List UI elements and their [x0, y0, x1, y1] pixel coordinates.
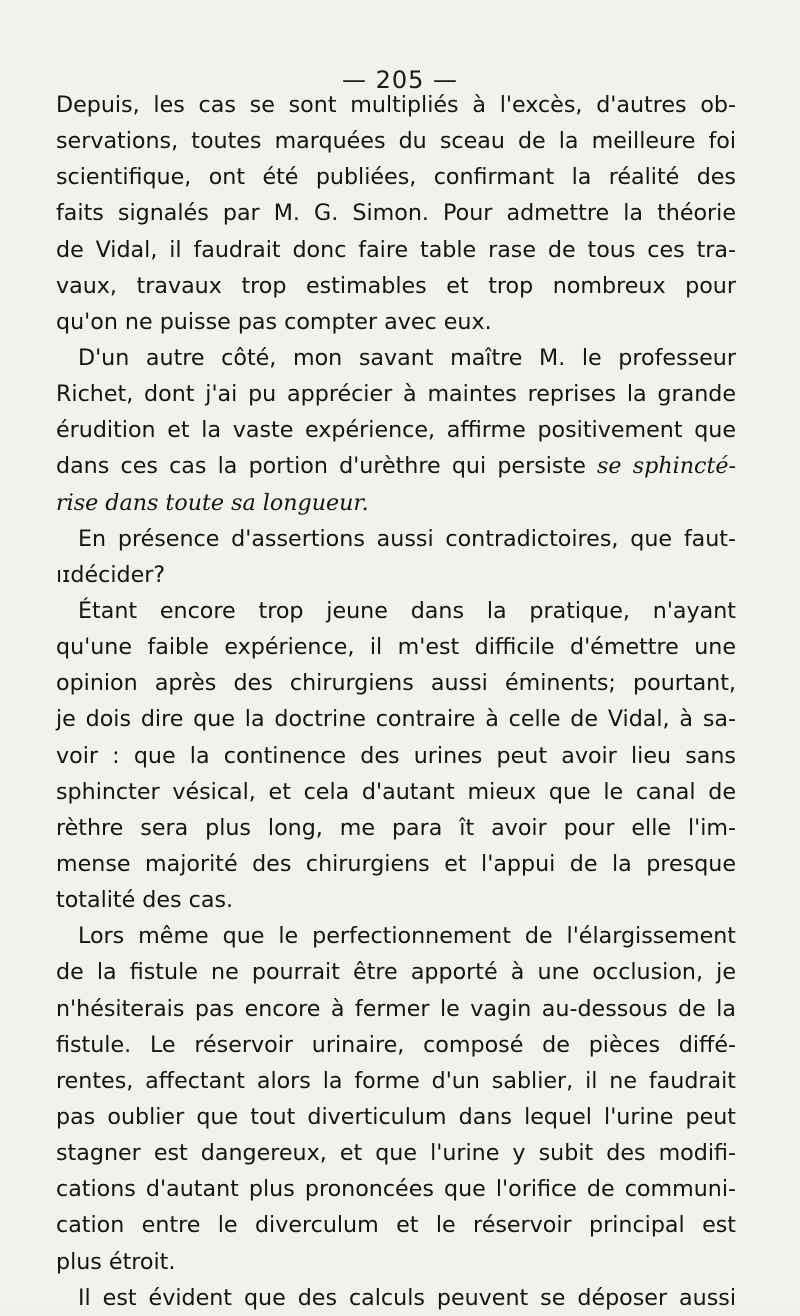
text-line: sphincter vésical, et cela d'autant mieux que le canal de [56, 778, 736, 805]
text-line: fistule. Le réservoir urinaire, composé de pièces diffé- [56, 1031, 736, 1058]
text-line: D'un autre côté, mon savant maître M. le professeur [78, 344, 736, 371]
text-line: rentes, affectant alors la forme d'un sablier, il ne faudrait [56, 1067, 736, 1094]
text-line: En présence d'assertions aussi contradictoires, que faut- [78, 525, 736, 552]
text-line: qu'une faible expérience, il m'est difficile d'émettre une [56, 634, 736, 661]
body-text [56, 87, 736, 1316]
text-line: pas oublier que tout diverticulum dans lequel l'urine peut [56, 1103, 736, 1130]
text-line: mense majorité des chirurgiens et l'appui de la presque [56, 850, 736, 877]
text-line: Il est évident que des calculs peuvent se déposer aussi [78, 1284, 736, 1311]
text-line: je dois dire que la doctrine contraire à celle de Vidal, à sa- [56, 706, 736, 733]
text-line: n'hésiterais pas encore à fermer le vagin au-dessous de la [56, 995, 736, 1022]
text-line: érudition et la vaste expérience, affirme positivement que [56, 417, 736, 444]
italic-text: rise dans toute sa longueur. [56, 489, 369, 516]
text-line: plus étroit. [56, 1248, 176, 1275]
text-line: de la fistule ne pourrait être apporté à une occlusion, je [56, 959, 736, 986]
text-line: cations d'autant plus prononcées que l'orifice de communi- [56, 1176, 736, 1203]
text-line: stagner est dangereux, et que l'urine y subit des modifi- [56, 1140, 736, 1167]
text-line: de Vidal, il faudrait donc faire table rase de tous ces tra- [56, 236, 736, 263]
text-line: opinion après des chirurgiens aussi éminents; pourtant, [56, 670, 736, 697]
text-line: totalité des cas. [56, 887, 234, 914]
text-line: scientifique, ont été publiées, confirmant la réalité des [56, 164, 736, 191]
text-line: Depuis, les cas se sont multipliés à l'excès, d'autres ob- [56, 92, 736, 118]
text-line: ıɪdécider? [56, 561, 166, 588]
italic-text: se sphincté- [597, 453, 736, 480]
text-line: voir : que la continence des urines peut avoir lieu sans [56, 742, 736, 769]
text-line: vaux, travaux trop estimables et trop nombreux pour [56, 272, 736, 299]
text-line: servations, toutes marquées du sceau de la meilleure foi [56, 128, 736, 155]
text-line: faits signalés par M. G. Simon. Pour admettre la théorie [56, 200, 736, 227]
text-line: Étant encore trop jeune dans la pratique, n'ayant [78, 597, 736, 624]
text-line [56, 485, 736, 521]
text-line: Lors même que le perfectionnement de l'élargissement [78, 923, 736, 950]
text-line: cation entre le diverculum et le réservoir principal est [56, 1212, 736, 1239]
text-line: rèthre sera plus long, me para ît avoir pour elle l'im- [56, 814, 736, 841]
text-line: qu'on ne puisse pas compter avec eux. [56, 308, 492, 335]
text-line: dans ces cas la portion d'urèthre qui persiste se sphincté- [56, 453, 736, 480]
text-line: Richet, dont j'ai pu apprécier à maintes reprises la grande [56, 381, 736, 408]
page-number: — 205 — [341, 66, 459, 94]
